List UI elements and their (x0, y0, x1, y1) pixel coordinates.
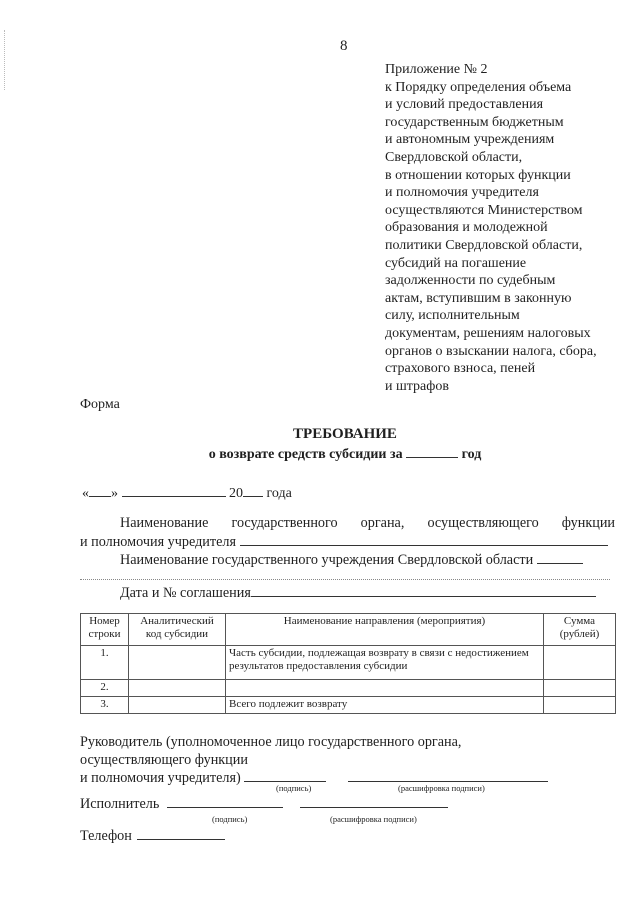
phone-label: Телефон (80, 828, 132, 844)
row-name[interactable] (226, 680, 544, 697)
appendix-line: силу, исполнительным (385, 308, 520, 324)
header-analytic-code: Аналитический код субсидии (129, 614, 226, 646)
appendix-line: и условий предоставления (385, 97, 544, 113)
executor-signature-caption: (подпись) (212, 814, 248, 824)
quote-close: » (111, 486, 118, 501)
table-row (81, 680, 616, 697)
appendix-line: осуществляются Министерством (385, 202, 583, 218)
head-decoding-caption: (расшифровка подписи) (398, 783, 485, 793)
document-subtitle (0, 445, 640, 463)
table-row (81, 646, 616, 680)
subtitle-year-word: год (461, 447, 482, 462)
appendix-line: Приложение № 2 (385, 62, 488, 77)
table-header-row (81, 614, 616, 646)
row-number: 3. (81, 697, 129, 714)
head-signature-block (80, 733, 548, 787)
executor-decoding-blank[interactable] (300, 795, 448, 808)
form-label: Форма (80, 397, 120, 412)
appendix-line: образования и молодежной (385, 220, 548, 236)
page-number: 8 (340, 38, 348, 54)
head-line3: и полномочия учредителя) (80, 770, 241, 786)
row-code[interactable] (129, 697, 226, 714)
quote-open: « (82, 486, 89, 501)
head-signature-caption: (подпись) (276, 783, 312, 793)
gov-body-line2 (80, 533, 620, 551)
header-sum: Сумма (рублей) (544, 614, 616, 646)
agreement-label: Дата и № соглашения (120, 585, 251, 601)
row-name: Часть субсидии, подлежащая возврату в связи с недостижением результатов предоставления субсидии (226, 646, 544, 680)
appendix-line: к Порядку определения объема (385, 79, 572, 95)
agreement-line (120, 584, 620, 602)
year-prefix: 20 (229, 486, 243, 501)
row-code[interactable] (129, 646, 226, 680)
subsidy-table (80, 613, 616, 714)
appendix-line: Свердловской области, (385, 149, 523, 165)
executor-signature-blank[interactable] (167, 795, 283, 808)
head-decoding-blank[interactable] (348, 769, 548, 782)
head-signature-blank[interactable] (244, 769, 326, 782)
header-direction-name: Наименование направления (мероприятия) (226, 614, 544, 646)
appendix-line: субсидий на погашение (385, 255, 527, 271)
gov-body-label-line1: Наименование государственного органа, осуществляющего функции (120, 515, 615, 531)
day-blank[interactable] (89, 484, 111, 497)
row-sum[interactable] (544, 680, 616, 697)
appendix-line: и штрафов (385, 378, 449, 394)
head-line2: осуществляющего функции (80, 752, 248, 768)
executor-line (80, 795, 448, 813)
year-blank[interactable] (406, 445, 458, 458)
executor-decoding-caption: (расшифровка подписи) (330, 814, 417, 824)
header-row-number: Номер строки (81, 614, 129, 646)
row-code[interactable] (129, 680, 226, 697)
appendix-line: в отношении которых функции (385, 167, 571, 183)
agreement-blank[interactable] (251, 584, 596, 597)
row-number: 1. (81, 646, 129, 680)
subtitle-text: о возврате средств субсидии за (208, 447, 403, 462)
date-line (82, 484, 292, 502)
scan-margin-marks (4, 30, 8, 90)
institution-line (120, 551, 620, 569)
appendix-line: актам, вступившим в законную (385, 290, 572, 306)
gov-body-label-line2: и полномочия учредителя (80, 534, 236, 550)
year-digits-blank[interactable] (243, 484, 263, 497)
appendix-line: страхового взноса, пеней (385, 361, 536, 377)
appendix-line: задолженности по судебным (385, 273, 556, 289)
appendix-line: политики Свердловской области, (385, 237, 583, 253)
row-number: 2. (81, 680, 129, 697)
appendix-line: и автономным учреждениям (385, 132, 555, 148)
appendix-line: органов о взыскании налога, сбора, (385, 343, 597, 359)
executor-label: Исполнитель (80, 796, 160, 812)
gov-body-blank[interactable] (240, 533, 608, 546)
head-line1: Руководитель (уполномоченное лицо государственного органа, (80, 734, 462, 750)
month-blank[interactable] (122, 484, 226, 497)
phone-blank[interactable] (137, 827, 225, 840)
phone-line (80, 827, 225, 845)
table-row (81, 697, 616, 714)
document-title: ТРЕБОВАНИЕ (293, 426, 397, 442)
institution-blank[interactable] (537, 551, 583, 564)
appendix-header (385, 61, 635, 395)
year-word: года (266, 486, 292, 501)
appendix-line: документам, решениям налоговых (385, 325, 591, 341)
appendix-line: и полномочия учредителя (385, 185, 539, 201)
institution-label: Наименование государственного учреждения Свердловской области (120, 552, 534, 568)
row-name: Всего подлежит возврату (226, 697, 544, 714)
row-sum[interactable] (544, 697, 616, 714)
institution-continuation-line[interactable] (80, 579, 610, 580)
row-sum[interactable] (544, 646, 616, 680)
appendix-line: государственным бюджетным (385, 114, 564, 130)
